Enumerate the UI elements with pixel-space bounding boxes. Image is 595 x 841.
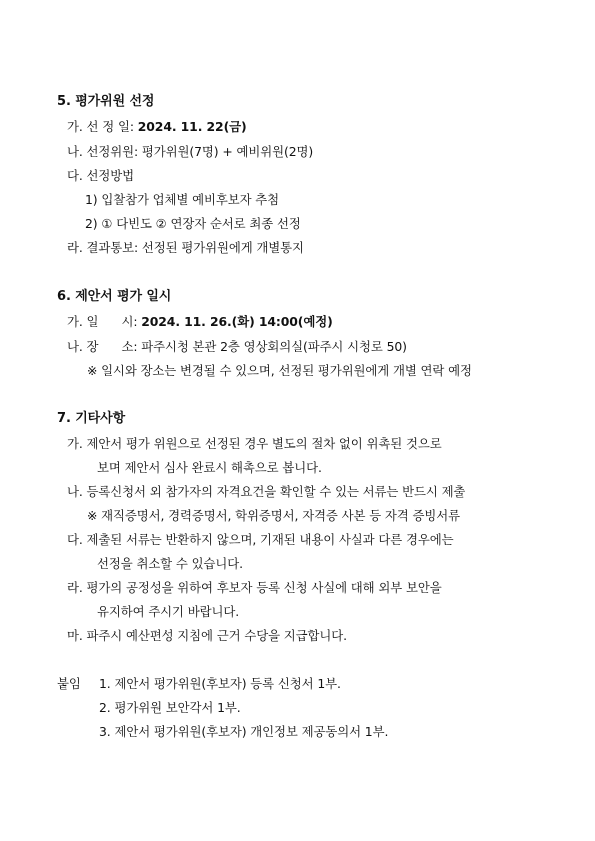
- other-item-da-line2: 선정을 취소할 수 있습니다.: [97, 556, 243, 571]
- selection-method: 다. 선정방법: [67, 168, 135, 183]
- other-item-ga-line1: 가. 제안서 평가 위원으로 선정된 경우 별도의 절차 없이 위촉된 것으로: [67, 436, 442, 451]
- evaluation-datetime-row: [67, 314, 333, 330]
- selection-members: 나. 선정위원: 평가위원(7명) + 예비위원(2명): [67, 144, 314, 159]
- evaluation-place: 나. 장 소: 파주시청 본관 2층 영상회의실(파주시 시청로 50): [67, 339, 407, 354]
- selection-date-value: 2024. 11. 22(금): [137, 119, 247, 134]
- section-5-title: 5. 평가위원 선정: [57, 94, 155, 109]
- other-item-na-note: ※ 재직증명서, 경력증명서, 학위증명서, 자격증 사본 등 자격 증빙서류: [87, 508, 460, 523]
- section-7-title: 7. 기타사항: [57, 411, 126, 426]
- other-item-ra-line2: 유지하여 주시기 바랍니다.: [97, 604, 240, 619]
- other-item-ra-line1: 라. 평가의 공정성을 위하여 후보자 등록 신청 사실에 대해 외부 보안을: [67, 580, 442, 595]
- selection-date-row: [67, 119, 247, 135]
- evaluation-datetime-value: 2024. 11. 26.(화) 14:00(예정): [141, 314, 333, 329]
- attachment-label: 붙임: [57, 676, 81, 691]
- other-item-na: 나. 등록신청서 외 참가자의 자격요건을 확인할 수 있는 서류는 반드시 제출: [67, 484, 466, 499]
- other-item-ga-line2: 보며 제안서 심사 완료시 해촉으로 봅니다.: [97, 460, 322, 475]
- attachment-item-3: 3. 제안서 평가위원(후보자) 개인정보 제공동의서 1부.: [99, 724, 389, 739]
- attachment-item-2: 2. 평가위원 보안각서 1부.: [99, 700, 241, 715]
- evaluation-datetime-label: 가. 일 시:: [67, 314, 142, 329]
- other-item-ma: 마. 파주시 예산편성 지침에 근거 수당을 지급합니다.: [67, 628, 347, 643]
- selection-date-label: 가. 선 정 일:: [67, 119, 138, 134]
- selection-method-2: 2) ① 다빈도 ② 연장자 순서로 최종 선정: [85, 216, 301, 231]
- selection-result-notice: 라. 결과통보: 선정된 평가위원에게 개별통지: [67, 240, 304, 255]
- selection-method-1: 1) 입찰참가 업체별 예비후보자 추첨: [85, 192, 280, 207]
- section-6-title: 6. 제안서 평가 일시: [57, 289, 172, 304]
- evaluation-change-note: ※ 일시와 장소는 변경될 수 있으며, 선정된 평가위원에게 개별 연락 예정: [87, 363, 472, 378]
- attachment-item-1: 1. 제안서 평가위원(후보자) 등록 신청서 1부.: [99, 676, 341, 691]
- other-item-da-line1: 다. 제출된 서류는 반환하지 않으며, 기재된 내용이 사실과 다른 경우에는: [67, 532, 454, 547]
